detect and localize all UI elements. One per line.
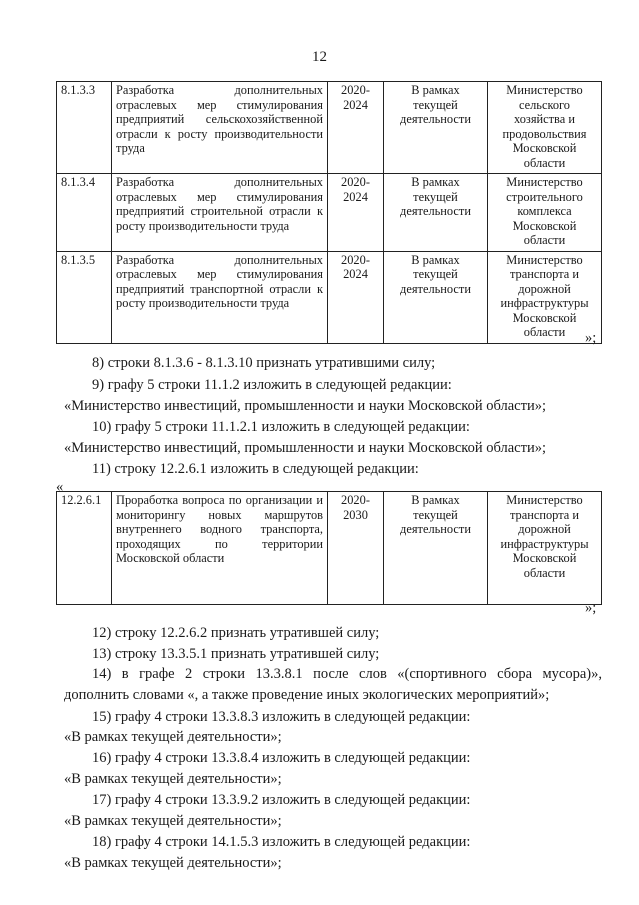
paragraph: 9) графу 5 строки 11.1.2 изложить в следующей редакции: (92, 377, 452, 393)
row-funding: В рамках текущей деятельности (384, 251, 488, 343)
amendment-table-2 (56, 491, 602, 605)
paragraph: 11) строку 12.2.6.1 изложить в следующей редакции: (92, 461, 419, 477)
row-period: 2020-2024 (328, 174, 384, 252)
table-row (57, 82, 602, 174)
row-number: 12.2.6.1 (57, 492, 112, 605)
row-number: 8.1.3.4 (57, 174, 112, 252)
row-description: Разработка дополнительных отраслевых мер стимулирования предприятий транспортной отрасли к росту производительности труда (112, 251, 328, 343)
table-row (57, 251, 602, 343)
paragraph: 16) графу 4 строки 13.3.8.4 изложить в следующей редакции: (92, 750, 471, 766)
row-responsible: Министерство транспорта и дорожной инфраструктуры Московской области (488, 251, 602, 343)
row-number: 8.1.3.5 (57, 251, 112, 343)
row-funding: В рамках текущей деятельности (384, 82, 488, 174)
row-funding: В рамках текущей деятельности (384, 492, 488, 605)
paragraph: «В рамках текущей деятельности»; (64, 771, 282, 787)
paragraph: «В рамках текущей деятельности»; (64, 855, 282, 871)
row-description: Проработка вопроса по организации и мониторингу новых маршрутов внутреннего водного транспорта, проходящих по территории Московской области (112, 492, 328, 605)
paragraph: «Министерство инвестиций, промышленности и науки Московской области»; (64, 398, 546, 414)
page-number: 12 (312, 49, 327, 65)
table-row (57, 492, 602, 605)
row-responsible: Министерство строительного комплекса Московской области (488, 174, 602, 252)
row-description: Разработка дополнительных отраслевых мер стимулирования предприятий сельскохозяйственной отрасли к росту производительности труда (112, 82, 328, 174)
paragraph: 12) строку 12.2.6.2 признать утратившей силу; (92, 625, 380, 641)
row-funding: В рамках текущей деятельности (384, 174, 488, 252)
row-responsible: Министерство транспорта и дорожной инфраструктуры Московской области (488, 492, 602, 605)
paragraph: дополнить словами «, а также проведение иных экологических мероприятий»; (64, 687, 550, 703)
paragraph: 13) строку 13.3.5.1 признать утратившей силу; (92, 646, 380, 662)
paragraph: 18) графу 4 строки 14.1.5.3 изложить в следующей редакции: (92, 834, 471, 850)
paragraph: 17) графу 4 строки 13.3.9.2 изложить в следующей редакции: (92, 792, 471, 808)
table1-closing-quote: »; (585, 330, 597, 346)
row-description: Разработка дополнительных отраслевых мер стимулирования предприятий строительной отрасли к росту производительности труда (112, 174, 328, 252)
row-period: 2020-2030 (328, 492, 384, 605)
paragraph: 10) графу 5 строки 11.1.2.1 изложить в следующей редакции: (92, 419, 470, 435)
row-number: 8.1.3.3 (57, 82, 112, 174)
amendment-table-1 (56, 81, 602, 344)
table2-opening-quote: « (56, 479, 64, 495)
row-period: 2020-2024 (328, 82, 384, 174)
paragraph: «В рамках текущей деятельности»; (64, 813, 282, 829)
row-responsible: Министерство сельского хозяйства и продовольствия Московской области (488, 82, 602, 174)
paragraph: «В рамках текущей деятельности»; (64, 729, 282, 745)
table-row (57, 174, 602, 252)
paragraph: 14) в графе 2 строки 13.3.8.1 после слов «(спортивного сбора мусора)», (92, 666, 602, 682)
row-period: 2020-2024 (328, 251, 384, 343)
table2-closing-quote: »; (585, 600, 597, 616)
paragraph: 15) графу 4 строки 13.3.8.3 изложить в следующей редакции: (92, 709, 471, 725)
paragraph: «Министерство инвестиций, промышленности и науки Московской области»; (64, 440, 546, 456)
paragraph: 8) строки 8.1.3.6 - 8.1.3.10 признать утратившими силу; (92, 355, 436, 371)
